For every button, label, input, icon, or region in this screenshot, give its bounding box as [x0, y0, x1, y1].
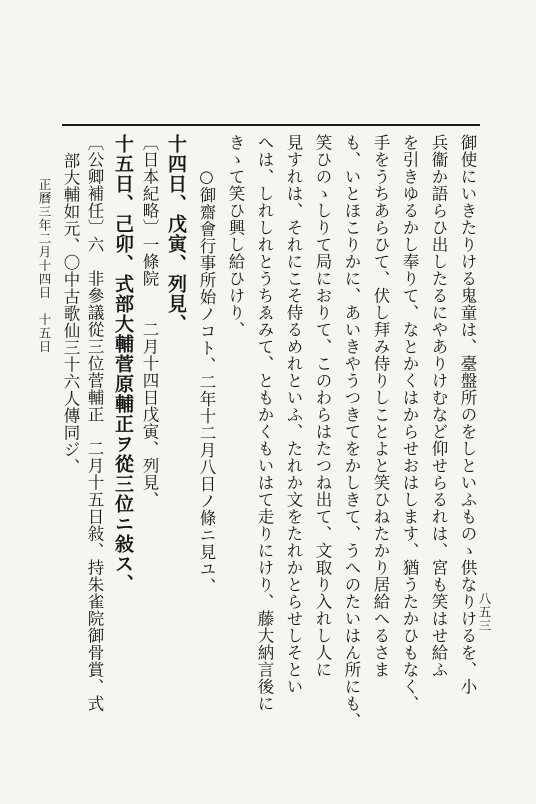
text-column-1: 御使にいきたりける鬼童は、臺盤所のをしといふものゝ供なりけるを、小 [458, 134, 477, 695]
cross-reference-note: ○御齋會行事所始ノコト、二年十二月八日ノ條ニ見ユ、 [197, 167, 216, 595]
text-column-6: 笑ひのゝしりて局におりて、このわらはたつね出て、文取り入れし人に [313, 134, 332, 678]
source-citation-continued: 部大輔如元、〇中古歌仙三十六人傳同ジ、 [61, 152, 80, 475]
text-column-5: も、いとほこりかに、あいきやうつきてをかしきて、うへのたいはん所にも、 [342, 134, 361, 729]
source-citation-kugyo-bunin: 〔公卿補任〕六 非參議從三位菅輔正 二月十五日敍、持朱雀院御骨賞、式 [85, 134, 104, 712]
text-column-9: きゝて笑ひ興し給ひけり、 [226, 134, 245, 338]
header-rule [62, 124, 480, 126]
text-column-2: 兵衞か語らひ出したるにやありけむなど仰せらるれは、宮も笑はせ給ふ [429, 134, 448, 678]
entry-heading-15th: 十五日、己卯、式部大輔菅原輔正ヲ從三位ニ敍ス、 [112, 134, 134, 594]
text-column-7: 見すれは、それにこそ侍るめれといふ、たれか文をたれかとらせしそとい [284, 134, 303, 695]
entry-heading-14th: 十四日、戊寅、列見、 [165, 134, 187, 334]
page-number: 八五三 [477, 592, 492, 633]
text-column-8: へは、しれしれとうちゑみて、ともかくもいはて走りにけり、藤大納言後に [255, 134, 274, 712]
text-column-4: 手をうちあらひて、伏し拜み侍りしことよと笑ひねたかり居給へるさま [371, 134, 390, 678]
running-head: 正曆三年二月十四日 十五日 [37, 178, 52, 354]
text-column-3: を引きゆるかし奉りて、なとかくはからせおはします、猶うたかひもなく、 [400, 134, 419, 712]
source-citation-nihon-kiryaku: 〔日本紀略〕一條院 二月十四日戊寅、列見、 [140, 134, 159, 508]
